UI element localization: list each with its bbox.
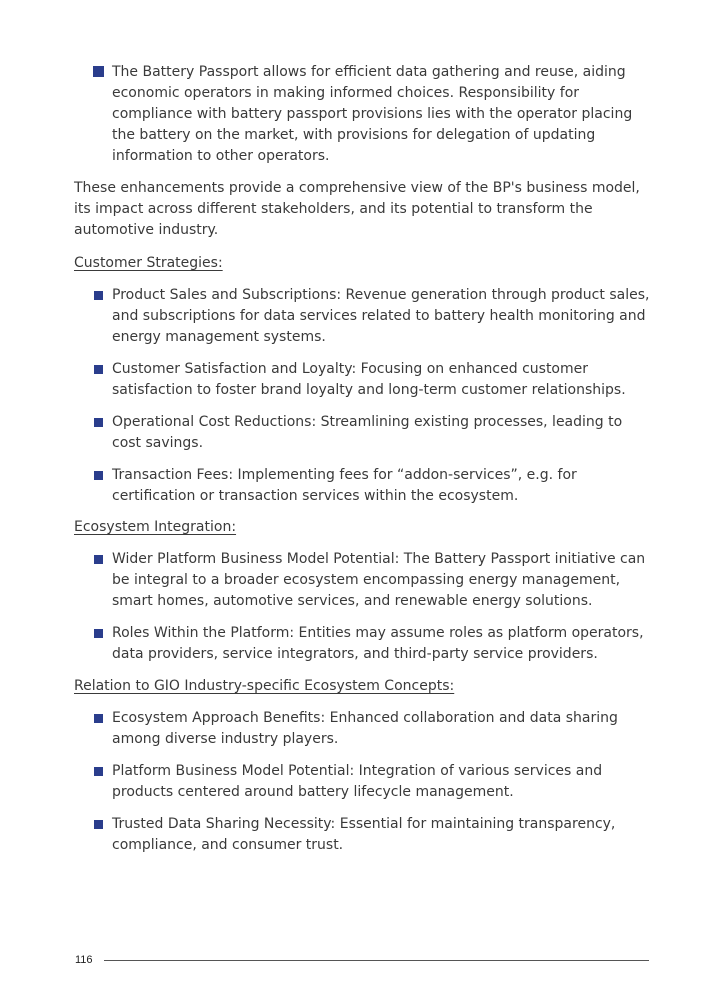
- bullet-square-icon: [94, 714, 103, 723]
- footer-divider: [104, 960, 649, 961]
- summary-paragraph: These enhancements provide a comprehensive view of the BP's business model, its impact across different stakeholders, and its potential to transform the automotive industry.: [74, 180, 640, 238]
- bullet-square-icon: [94, 767, 103, 776]
- gio-relation-heading: Relation to GIO Industry-specific Ecosystem Concepts:: [74, 678, 455, 694]
- page-number: 116: [75, 954, 93, 966]
- bullet-square-icon: [94, 555, 103, 564]
- list-item: [112, 412, 652, 454]
- list-item: [112, 814, 652, 856]
- list-item-text: Platform Business Model Potential: Integration of various services and products centered around battery lifecycle management.: [112, 763, 603, 800]
- list-item-text: Roles Within the Platform: Entities may assume roles as platform operators, data providers, service integrators, and third-party service providers.: [112, 625, 644, 662]
- list-item: [112, 549, 652, 612]
- list-item: [112, 285, 652, 348]
- list-item: [112, 623, 652, 665]
- bullet-square-icon: [94, 471, 103, 480]
- bullet-square-icon: [94, 365, 103, 374]
- customer-strategies-heading: Customer Strategies:: [74, 255, 223, 271]
- list-item: [112, 465, 652, 507]
- list-item-text: Operational Cost Reductions: Streamlining existing processes, leading to cost savings.: [112, 414, 623, 451]
- intro-bullet-text: The Battery Passport allows for efficient data gathering and reuse, aiding economic operators in making informed choices. Responsibility for compliance with battery passport provisions lies with the operator placing the battery on the market, with provisions for delegation of updating information to other operators.: [112, 64, 633, 164]
- ecosystem-integration-heading: Ecosystem Integration:: [74, 519, 237, 535]
- bullet-square-icon: [94, 629, 103, 638]
- bullet-square-icon: [94, 820, 103, 829]
- bullet-square-icon: [94, 291, 103, 300]
- list-item-text: Customer Satisfaction and Loyalty: Focusing on enhanced customer satisfaction to foster brand loyalty and long-term customer relationships.: [112, 361, 626, 398]
- bullet-square-icon: [93, 66, 104, 77]
- list-item-text: Wider Platform Business Model Potential: The Battery Passport initiative can be integral to a broader ecosystem encompassing energy management, smart homes, automotive services, and renewable energy solutions.: [112, 551, 646, 609]
- list-item-text: Product Sales and Subscriptions: Revenue generation through product sales, and subscriptions for data services related to battery health monitoring and energy management systems.: [112, 287, 650, 345]
- list-item-text: Trusted Data Sharing Necessity: Essential for maintaining transparency, compliance, and consumer trust.: [112, 816, 616, 853]
- bullet-square-icon: [94, 418, 103, 427]
- intro-bullet-item: [112, 62, 652, 167]
- list-item-text: Ecosystem Approach Benefits: Enhanced collaboration and data sharing among diverse industry players.: [112, 710, 618, 747]
- list-item: [112, 359, 652, 401]
- list-item-text: Transaction Fees: Implementing fees for “addon-services”, e.g. for certification or transaction services within the ecosystem.: [112, 467, 577, 504]
- list-item: [112, 708, 652, 750]
- list-item: [112, 761, 652, 803]
